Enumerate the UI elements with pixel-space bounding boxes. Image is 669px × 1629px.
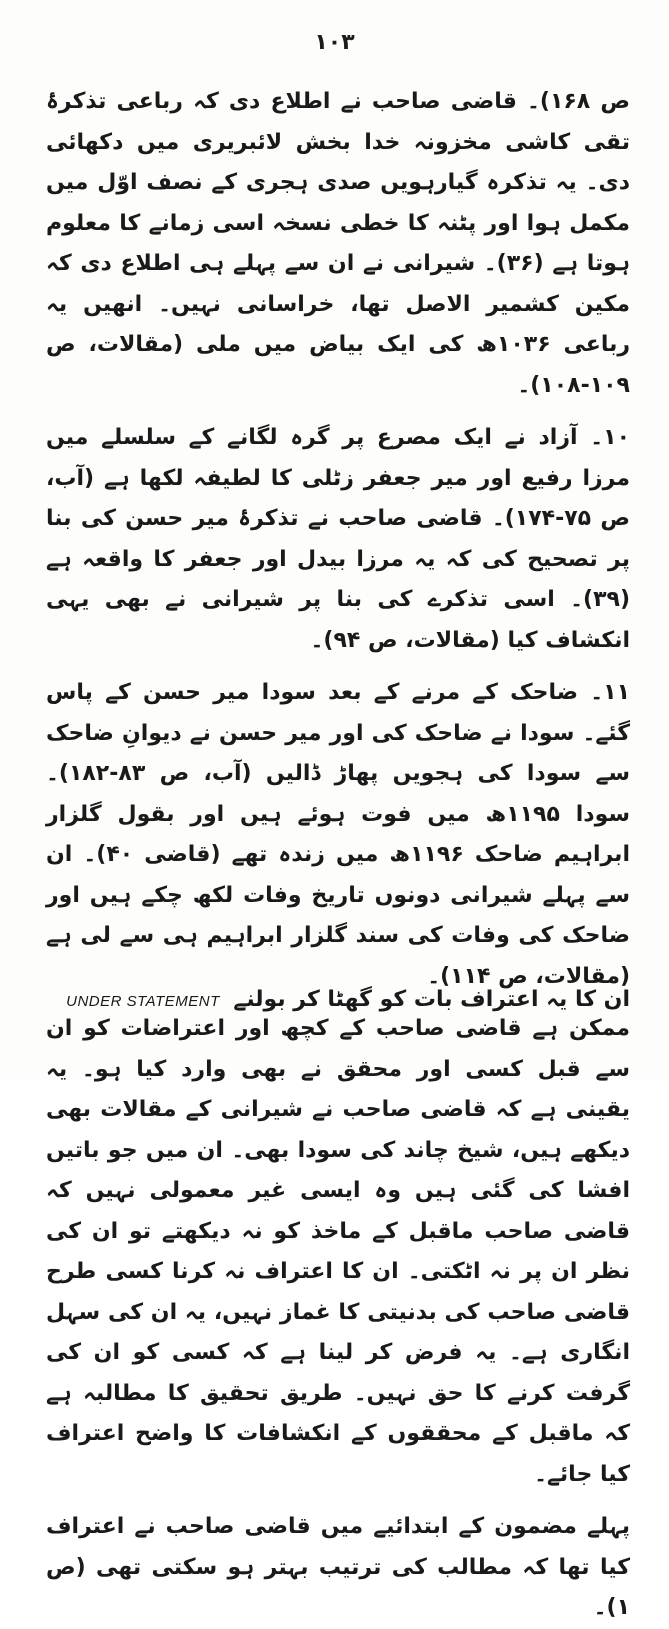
paragraph-4: ممکن ہے قاضی صاحب کے کچھ اور اعتراضات کو ان سے قبل کسی اور محقق نے بھی وارد کیا ہو۔ یہ یقینی ہے کہ قاضی صاحب نے شیرانی کے مقالات بھی دیکھے ہیں، شیخ چاند کی سودا بھی۔ ان میں جو باتیں افشا کی گئی ہیں وہ ایسی غیر معمولی نہیں کہ قاضی صاحب ماقبل کے ماخذ کو نہ دیکھتے تو ان کی نظر ان پر نہ اٹکتی۔ ان کا اعتراف نہ کرنا کسی طرح قاضی صاحب کی بدنیتی کا غماز نہیں، یہ ان کی سہل انگاری ہے۔ یہ فرض کر لینا ہے کہ کسی کو ان کی گرفت کرنے کا حق نہیں۔ طریق تحقیق کا مطالبہ ہے کہ ماقبل کے محققوں کے انکشافات کا واضح اعتراف کیا جائے۔ [46,1016,630,1487]
page-number: ۱۰۳ [314,30,355,55]
body-text [46,82,630,1629]
footer-latin-text: UNDER STATEMENT [66,993,220,1010]
paragraph-1: ص ۱۶۸)۔ قاضی صاحب نے اطلاع دی کہ رباعی تذکرۂ تقی کاشی مخزونہ خدا بخش لائبریری میں دکھائی دی۔ یہ تذکرہ گیارہویں صدی ہجری کے نصف اوّل میں مکمل ہوا اور پٹنہ کا خطی نسخہ اسی زمانے کا معلوم ہوتا ہے (۳۶)۔ شیرانی نے ان سے پہلے ہی اطلاع دی کہ مکین کشمیر الاصل تھا، خراسانی نہیں۔ انھیں یہ رباعی ۱۰۳۶ھ کی ایک بیاض میں ملی (مقالات، ص ۱۰۹-۱۰۸)۔ [46,89,631,398]
paragraph-2: ۱۰۔ آزاد نے ایک مصرع پر گرہ لگانے کے سلسلے میں مرزا رفیع اور میر جعفر زٹلی کا لطیفہ لکھا ہے (آب، ص ۷۵-۱۷۴)۔ قاضی صاحب نے تذکرۂ میر حسن کی بنا پر تصحیح کی کہ یہ مرزا بیدل اور جعفر کا واقعہ ہے (۳۹)۔ اسی تذکرے کی بنا پر شیرانی نے بھی یہی انکشاف کیا (مقالات، ص ۹۴)۔ [46,425,630,653]
footer-urdu-text: ان کا یہ اعتراف بات کو گھٹا کر بولنے [233,987,630,1012]
footer-line [46,978,630,1022]
paragraph-3: ۱۱۔ ضاحک کے مرنے کے بعد سودا میر حسن کے پاس گئے۔ سودا نے ضاحک کی اور میر حسن نے دیوانِ ضاحک سے سودا کی ہجویں پھاڑ ڈالیں (آب، ص ۸۳-۱۸۲)۔ سودا ۱۱۹۵ھ میں فوت ہوئے ہیں اور بقول گلزار ابراہیم ضاحک ۱۱۹۶ھ میں زندہ تھے (قاضی ۴۰)۔ ان سے پہلے شیرانی دونوں تاریخ وفات لکھ چکے ہیں اور ضاحک کی وفات کی سند گلزار ابراہیم ہی سے لی ہے (مقالات، ص ۱۱۴)۔ [46,680,630,989]
paragraph-5: پہلے مضمون کے ابتدائیے میں قاضی صاحب نے اعتراف کیا تھا کہ مطالب کی ترتیب بہتر ہو سکتی تھی (ص ۱)۔ [46,1514,630,1620]
